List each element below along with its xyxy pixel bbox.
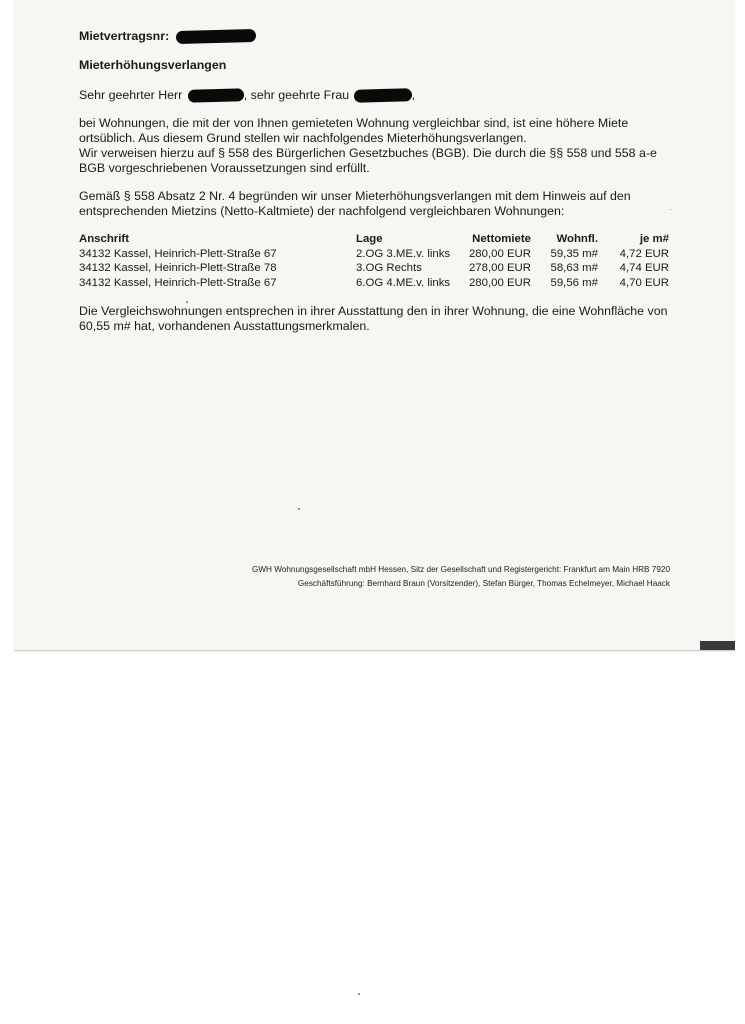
cell-location: 6.OG 4.ME.v. links	[356, 276, 451, 289]
paragraph-line: Die Vergleichswohnungen entsprechen in ihrer Ausstattung den in ihrer Wohnung, die eine Wohnfläche von	[79, 304, 668, 318]
paragraph-intro	[79, 116, 669, 176]
paragraph-line: BGB vorgeschriebenen Voraussetzungen sind erfüllt.	[79, 161, 370, 175]
paragraph-line: bei Wohnungen, die mit der von Ihnen gemieteten Wohnung vergleichbar sind, ist eine höhere Miete	[79, 116, 629, 130]
footer-company-line: GWH Wohnungsgesellschaft mbH Hessen, Sitz der Gesellschaft und Registergericht: Frankfurt am Main HRB 7920	[251, 565, 670, 574]
cell-area: 59,56 m#	[550, 276, 598, 289]
redacted-contract-number	[175, 29, 255, 44]
table-row	[79, 247, 671, 262]
scan-speck	[358, 993, 360, 995]
cell-address: 34132 Kassel, Heinrich-Plett-Straße 67	[79, 276, 277, 289]
scan-edge-mark	[700, 641, 735, 650]
paragraph-justification	[79, 189, 669, 219]
cell-area: 58,63 m#	[550, 262, 598, 274]
scan-speck	[298, 508, 300, 510]
contract-label: Mietvertragsnr:	[79, 29, 170, 43]
salutation-part3: ,	[411, 88, 416, 102]
scan-speck	[186, 301, 188, 303]
header-location: Lage	[356, 233, 383, 245]
cell-address: 34132 Kassel, Heinrich-Plett-Straße 67	[79, 247, 277, 260]
redacted-name-2	[353, 88, 411, 103]
cell-per-sqm: 4,70 EUR	[619, 276, 669, 289]
salutation-part1: Sehr geehrter Herr	[79, 88, 183, 102]
paragraph-line: Gemäß § 558 Absatz 2 Nr. 4 begründen wir unser Mieterhöhungsverlangen mit dem Hinweis auf den	[79, 189, 631, 203]
table-row	[79, 261, 671, 276]
paragraph-line: Wir verweisen hierzu auf § 558 des Bürgerlichen Gesetzbuches (BGB). Die durch die §§ 558 und 558 a-e	[79, 146, 657, 160]
paragraph-line: 60,55 m# hat, vorhandenen Ausstattungsmerkmalen.	[79, 319, 370, 333]
paragraph-equipment	[79, 304, 669, 334]
table-row	[79, 276, 671, 291]
paragraph-line: entsprechenden Mietzins (Netto-Kaltmiete) der nachfolgend vergleichbaren Wohnungen:	[79, 204, 565, 218]
header-address: Anschrift	[79, 233, 129, 245]
cell-location: 3.OG Rechts	[356, 262, 422, 274]
table-header-row	[79, 232, 671, 247]
contract-number-line	[79, 29, 256, 44]
salutation-part2: , sehr geehrte Frau	[243, 88, 350, 102]
cell-per-sqm: 4,72 EUR	[619, 247, 669, 260]
cell-location: 2.OG 3.ME.v. links	[356, 247, 451, 260]
footer-management-line: Geschäftsführung: Bernhard Braun (Vorsitzender), Stefan Bürger, Thomas Echelmeyer, Michael Haack	[297, 579, 670, 588]
salutation-line	[79, 88, 415, 103]
cell-area: 59,35 m#	[550, 247, 598, 260]
cell-net-rent: 280,00 EUR	[468, 247, 531, 260]
scan-speck	[670, 209, 671, 210]
cell-net-rent: 280,00 EUR	[468, 276, 531, 289]
paragraph-line: ortsüblich. Aus diesem Grund stellen wir nachfolgendes Mieterhöhungsverlangen.	[79, 131, 527, 145]
cell-address: 34132 Kassel, Heinrich-Plett-Straße 78	[79, 262, 277, 274]
header-net-rent: Nettomiete	[472, 233, 531, 245]
cell-per-sqm: 4,74 EUR	[619, 262, 669, 274]
header-area: Wohnfl.	[556, 233, 598, 245]
comparison-table	[79, 232, 671, 290]
subject-line: Mieterhöhungsverlangen	[79, 58, 227, 72]
header-per-sqm: je m#	[639, 233, 669, 245]
cell-net-rent: 278,00 EUR	[468, 262, 531, 274]
redacted-name-1	[188, 88, 244, 102]
